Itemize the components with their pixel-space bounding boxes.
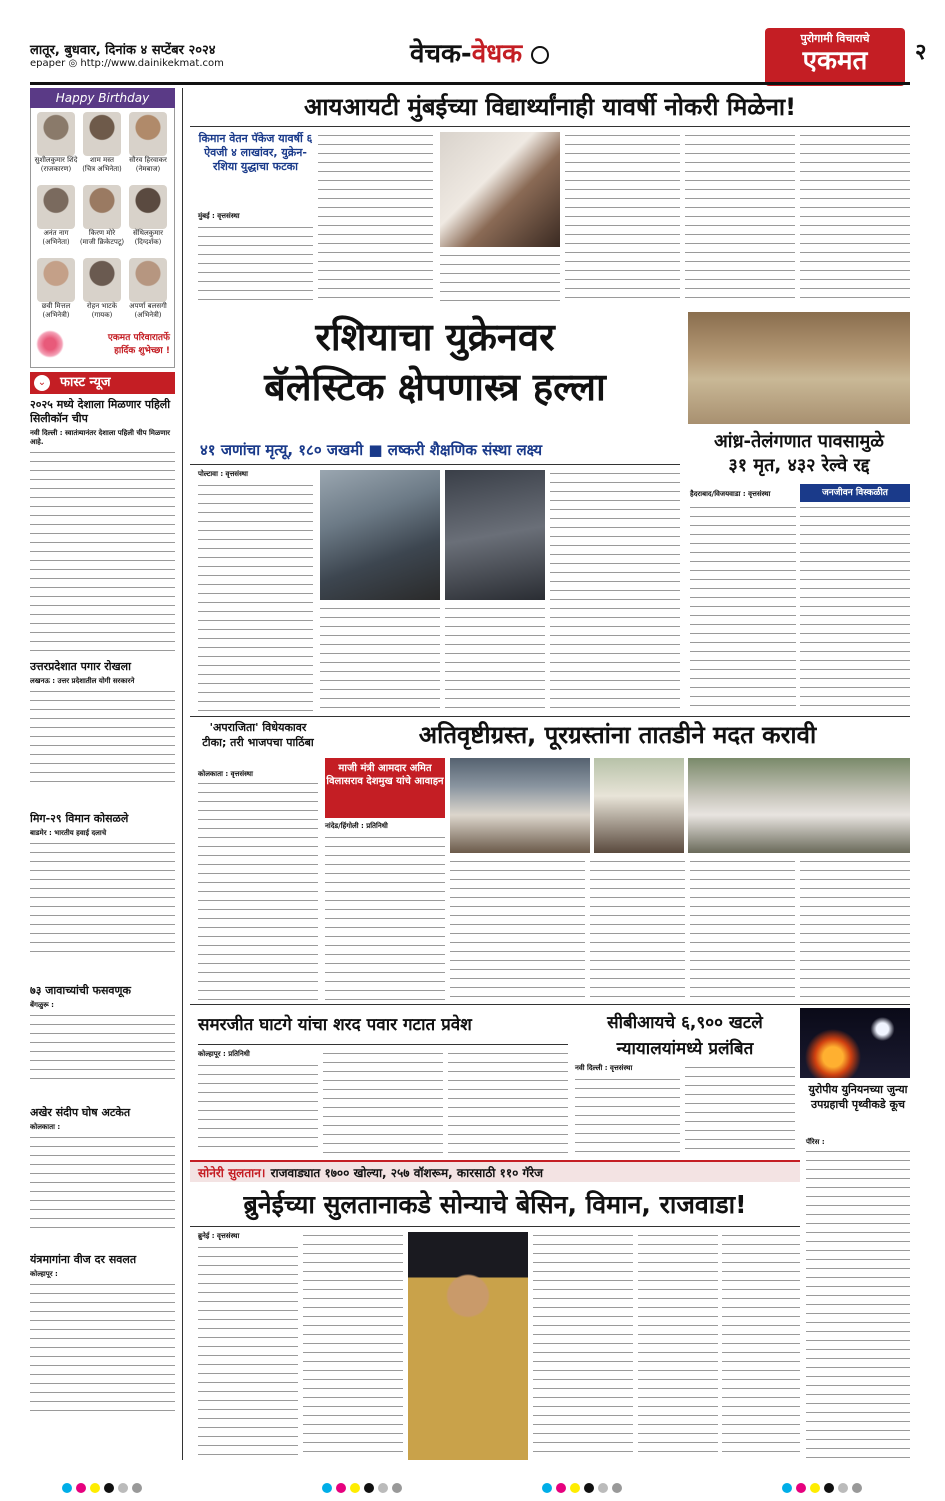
avatar <box>37 258 75 302</box>
ghatge-body-1 <box>198 1062 318 1154</box>
fast-news-headline: ७३ जावाच्यांची फसवणूक <box>30 984 131 997</box>
flood-headline: अतिवृष्टीग्रस्त, पूरग्रस्तांना तातडीने मदत करावी <box>418 721 817 749</box>
crowd-photo-1 <box>450 758 590 853</box>
rain-box-label: जनजीवन विस्कळीत <box>800 484 910 502</box>
top-story-body-6 <box>800 132 910 304</box>
person-name: अनंत नाग <box>43 229 69 237</box>
flood-body-1 <box>325 834 445 1000</box>
person-role: (अभिनेत्री) <box>134 311 162 319</box>
flood-body-4 <box>690 858 795 1000</box>
lead-headline <box>190 312 680 412</box>
avatar <box>37 185 75 229</box>
sultan-rule <box>190 1226 800 1227</box>
registration-marks-mid <box>320 1478 404 1497</box>
mid-rule <box>190 716 910 717</box>
magnifier-icon <box>531 46 549 64</box>
top-story-dateline: मुंबई : वृत्तसंस्था <box>198 212 240 220</box>
sultan-body-1 <box>198 1244 298 1460</box>
person-name: अपर्णा बलसगी <box>129 302 167 310</box>
epaper-url[interactable] <box>30 58 224 69</box>
cbi-dateline: नवी दिल्ली : वृत्तसंस्था <box>575 1064 633 1072</box>
person-name: सुशीलकुमार शिंदे <box>34 156 78 164</box>
person-name: किरण मोरे <box>88 229 116 237</box>
avatar <box>129 185 167 229</box>
lead-rule <box>190 464 680 465</box>
cbi-body-1 <box>575 1076 680 1154</box>
fast-news-headline: अखेर संदीप घोष अटकेत <box>30 1106 131 1119</box>
ghatge-dateline: कोल्हापूर : प्रतिनिधी <box>198 1050 250 1058</box>
birthday-person <box>124 258 172 327</box>
birthday-person <box>124 112 172 181</box>
birthday-person <box>124 185 172 254</box>
rain-body-2 <box>800 504 910 712</box>
flower-icon <box>36 330 64 358</box>
eu-headline: युरोपीय युनियनच्या जुन्या उपग्रहाची पृथ्वीकडे कूच <box>808 1083 908 1111</box>
person-role: (चित्र अभिनेता) <box>82 165 122 173</box>
globe-icon: ◎ <box>68 58 78 69</box>
birthday-grid <box>33 112 173 327</box>
flood-dateline: नांदेड/हिंगोली : प्रतिनिधी <box>325 822 388 830</box>
student-photo <box>440 132 560 247</box>
dateline: लातूर, बुधवार, दिनांक ४ सप्टेंबर २०२४ <box>30 43 216 58</box>
cbi-headline <box>575 1010 795 1062</box>
fast-news-headline: मिग-२९ विमान कोसळले <box>30 812 129 825</box>
birthday-person <box>32 112 80 181</box>
eu-dateline: पॅरिस : <box>806 1138 825 1146</box>
person-role: (गायक) <box>91 311 113 319</box>
ghatge-rule <box>198 1044 568 1045</box>
aparajita-body-1 <box>198 780 318 1000</box>
fast-news-headline: २०२५ मध्ये देशाला मिळणार पहिली सिलीकॉन चीप <box>30 398 171 425</box>
person-name: शाम मस्त <box>90 156 114 164</box>
aparajita-headline: 'अपराजिता' विधेयकावर टीका; तरी भाजपचा पाठिंबा <box>202 721 314 749</box>
person-name: छवी मित्तल <box>41 302 71 310</box>
fast-news-body <box>30 688 175 788</box>
sultan-strip-text: राजवाड्यात १७०० खोल्या, २५७ वॉशरूम, कारसाठी ११० गॅरेज <box>270 1166 544 1180</box>
logo-name: एकमत <box>802 46 868 76</box>
lower-rule <box>190 1004 910 1005</box>
fast-news-body <box>30 449 175 658</box>
fast-news-column <box>30 398 175 1460</box>
birthday-person <box>78 185 126 254</box>
sultan-headline: ब्रुनेईच्या सुलतानाकडे सोन्याचे बेसिन, विमान, राजवाडा! <box>243 1190 747 1219</box>
fast-news-body <box>30 1012 175 1082</box>
person-name: सेंथिलकुमार <box>132 229 163 237</box>
fast-news-item <box>30 398 175 658</box>
registration-marks-center <box>540 1478 624 1497</box>
top-story-rule <box>190 126 910 127</box>
birthday-person <box>32 258 80 327</box>
fast-news-body <box>30 840 175 960</box>
registration-marks-left <box>60 1478 144 1497</box>
column-divider <box>182 88 183 1460</box>
fast-news-item <box>30 812 175 982</box>
rain-headline-line2: ३१ मृत, ४३२ रेल्वे रद्द <box>728 455 870 476</box>
fast-news-lead: बेंगळुरू : <box>30 1001 54 1009</box>
lead-body-1 <box>198 482 313 712</box>
ghatge-body-2 <box>323 1050 443 1154</box>
sultan-body-4 <box>638 1232 718 1460</box>
rain-headline-line1: आंध्र-तेलंगणात पावसामुळे <box>714 431 884 452</box>
satellite-photo <box>800 1008 910 1078</box>
top-story-body-2 <box>318 132 433 304</box>
aparajita-dateline: कोलकाता : वृत्तसंस्था <box>198 770 253 778</box>
sultan-body-2 <box>303 1232 403 1460</box>
rain-headline <box>688 430 910 478</box>
top-story-body-3 <box>440 252 560 304</box>
lead-headline-line2: बॅलेस्टिक क्षेपणास्त्र हल्ला <box>264 365 606 409</box>
sultan-strip-label: सोनेरी सुलतान। <box>198 1166 266 1180</box>
birthday-person <box>32 185 80 254</box>
avatar <box>83 185 121 229</box>
cbi-headline-line1: सीबीआयचे ६,९०० खटले <box>607 1013 763 1033</box>
person-role: (राजकारण) <box>40 165 72 173</box>
eu-body <box>806 1148 910 1460</box>
top-story-headline: आयआयटी मुंबईच्या विद्यार्थ्यांनाही यावर्षी नोकरी मिळेना! <box>303 93 797 121</box>
birthday-person <box>78 258 126 327</box>
top-story-body-5 <box>685 132 795 304</box>
person-role: (नेमबाज) <box>135 165 161 173</box>
person-role: (माजी क्रिकेटपटू) <box>79 238 125 246</box>
fast-news-lead: लखनऊ : उत्तर प्रदेशातील योगी सरकारने <box>30 677 135 685</box>
sultan-strip <box>190 1160 800 1182</box>
avatar <box>83 258 121 302</box>
flood-body-5 <box>800 858 910 1000</box>
header-rule <box>30 82 910 85</box>
rain-body-1 <box>690 504 796 712</box>
brand-part1: वेचक- <box>410 39 472 69</box>
sultan-body-5 <box>722 1232 800 1460</box>
lead-body-2 <box>320 605 440 712</box>
sultan-photo <box>408 1232 528 1460</box>
sultan-dateline: ब्रुनेई : वृत्तसंस्था <box>198 1232 240 1240</box>
website-url: http://www.dainikekmat.com <box>80 58 224 69</box>
sultan-body-3 <box>533 1232 633 1460</box>
lead-dateline: पोल्टावा : वृत्तसंस्था <box>198 470 248 478</box>
person-role: (अभिनेता) <box>42 238 70 246</box>
lead-body-3 <box>445 605 545 712</box>
lead-headline-line1: रशियाचा युक्रेनवर <box>315 315 555 359</box>
brand-part2: वेधक <box>471 39 523 69</box>
person-role: (दिग्दर्शक) <box>134 238 162 246</box>
cbi-headline-line2: न्यायालयांमध्ये प्रलंबित <box>616 1039 754 1059</box>
epaper-label: epaper <box>30 58 66 69</box>
rain-dateline: हैदराबाद/विजयवाडा : वृत्तसंस्था <box>690 490 771 498</box>
cbi-body-2 <box>685 1064 795 1154</box>
person-role: (अभिनेत्री) <box>42 311 70 319</box>
rescue-photo <box>445 470 545 600</box>
avatar <box>129 258 167 302</box>
birthday-person <box>78 112 126 181</box>
person-name: सौरव हिरवाकर <box>129 156 167 164</box>
avatar <box>83 112 121 156</box>
fast-news-item <box>30 984 175 1104</box>
logo-tagline: पुरोगामी विचाराचे <box>800 32 870 45</box>
birthday-title: Happy Birthday <box>30 88 175 108</box>
fast-news-body <box>30 1281 175 1411</box>
fast-news-item <box>30 660 175 810</box>
flood-box: माजी मंत्री आमदार अमित विलासराव देशमुख यांचे आवाहन <box>325 758 445 818</box>
ghatge-body-3 <box>448 1050 568 1154</box>
lead-subhead: ४१ जणांचा मृत्यू, १८० जखमी ■ लष्करी शैक्षणिक संस्था लक्ष्य <box>200 441 543 459</box>
lead-body-4 <box>550 470 680 712</box>
crowd-photo-2 <box>594 758 684 853</box>
fast-news-item <box>30 1253 175 1433</box>
top-story-body-4 <box>565 132 680 304</box>
fast-news-lead: बाडमेर : भारतीय हवाई दलाचे <box>30 829 107 837</box>
ghatge-headline: समरजीत घाटगे यांचा शरद पवार गटात प्रवेश <box>198 1015 472 1035</box>
flood-body-3 <box>590 858 685 1000</box>
fast-news-lead: नवी दिल्ली : स्वातंत्र्यानंतर देशाला पहिली चीप मिळणार आहे. <box>30 429 171 446</box>
person-name: रोहन भाटके <box>86 302 118 310</box>
flood-cars-photo <box>688 312 910 424</box>
avatar <box>129 112 167 156</box>
top-story-body-1 <box>198 224 313 304</box>
ekmat-logo <box>765 28 905 86</box>
fast-news-headline: यंत्रमागांना वीज दर सवलत <box>30 1253 137 1266</box>
flood-body-2 <box>450 858 585 1000</box>
wish-line1: एकमत परिवारातर्फे <box>107 333 170 343</box>
fast-news-body <box>30 1134 175 1229</box>
fast-news-bar: फास्ट न्यूज <box>30 372 175 394</box>
wish-line2: हार्दिक शुभेच्छा ! <box>114 346 170 356</box>
avatar <box>37 112 75 156</box>
crowd-photo-3 <box>688 758 910 853</box>
fast-news-lead: कोल्हापूर : <box>30 1270 58 1278</box>
fast-news-headline: उत्तरप्रदेशात पगार रोखला <box>30 660 131 673</box>
registration-marks-right <box>780 1478 864 1497</box>
page-number: २ <box>915 40 927 65</box>
chevron-down-icon: ⌄ <box>34 375 50 391</box>
fast-news-lead: कोलकाता : <box>30 1123 61 1131</box>
missile-attack-photo <box>320 470 440 600</box>
page-brand <box>410 34 549 70</box>
fast-news-item <box>30 1106 175 1251</box>
top-story-subhead: किमान वेतन पॅकेज यावर्षी ६ ऐवजी ४ लाखांवर, युक्रेन-रशिया युद्धाचा फटका <box>198 132 313 173</box>
